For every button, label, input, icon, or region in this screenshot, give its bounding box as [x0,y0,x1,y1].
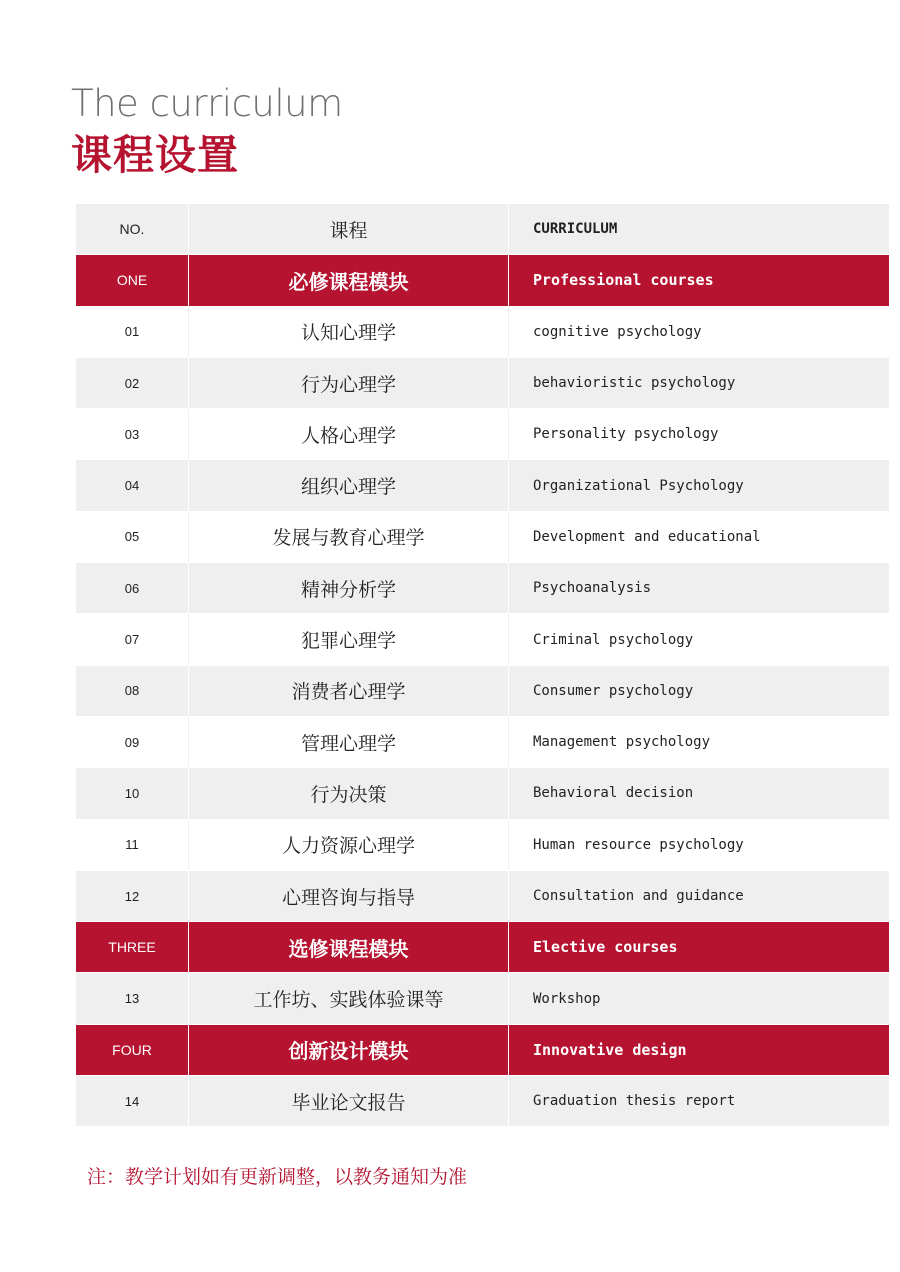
row-course: 人力资源心理学 [189,820,509,870]
table-row [76,1076,889,1127]
row-curriculum: Criminal psychology [533,631,694,648]
section-curriculum: Professional courses [533,271,714,290]
table-row [76,666,889,717]
row-course: 心理咨询与指导 [189,871,509,921]
table-row [76,717,889,768]
table-row [76,409,889,460]
section-course: 选修课程模块 [189,922,509,972]
row-curriculum: Consumer psychology [533,682,694,699]
row-curriculum: Behavioral decision [533,785,694,802]
row-no: 02 [76,358,189,408]
section-no: FOUR [76,1025,189,1075]
row-no: 08 [76,666,189,716]
section-no: THREE [76,922,189,972]
table-row [76,973,889,1024]
row-curriculum: Development and educational [533,528,761,545]
row-course: 毕业论文报告 [189,1076,509,1126]
row-no: 12 [76,871,189,921]
row-curriculum: Management psychology [533,734,711,751]
table-row [76,563,889,614]
row-no: 04 [76,460,189,510]
row-curriculum: behavioristic psychology [533,375,736,392]
table-row [76,460,889,511]
header-curriculum: CURRICULUM [533,221,618,238]
header-no: NO. [76,204,189,254]
table-row [76,768,889,819]
page-title-chinese: 课程设置 [71,131,239,179]
row-no: 13 [76,973,189,1023]
section-course: 创新设计模块 [189,1025,509,1075]
row-no: 01 [76,307,189,357]
section-row-four [76,1025,889,1076]
row-course: 行为心理学 [189,358,509,408]
row-no: 05 [76,512,189,562]
table-row [76,307,889,358]
section-row-one [76,255,889,306]
page-title-english: The curriculum [71,82,343,125]
section-curriculum: Innovative design [533,1040,687,1059]
row-curriculum: Personality psychology [533,426,719,443]
section-row-three [76,922,889,973]
row-no: 03 [76,409,189,459]
row-course: 管理心理学 [189,717,509,767]
row-curriculum: Organizational Psychology [533,477,744,494]
row-curriculum: Human resource psychology [533,836,744,853]
row-course: 发展与教育心理学 [189,512,509,562]
row-course: 工作坊、实践体验课等 [189,973,509,1023]
curriculum-table [76,204,889,1127]
row-no: 06 [76,563,189,613]
row-curriculum: Psychoanalysis [533,580,652,597]
row-no: 09 [76,717,189,767]
table-header-row [76,204,889,255]
row-no: 07 [76,614,189,664]
table-row [76,512,889,563]
section-curriculum: Elective courses [533,938,678,957]
row-course: 组织心理学 [189,460,509,510]
row-no: 14 [76,1076,189,1126]
header-course: 课程 [189,204,509,254]
row-curriculum: Workshop [533,990,601,1007]
row-course: 消费者心理学 [189,666,509,716]
footnote: 注：教学计划如有更新调整，以教务通知为准 [87,1166,468,1188]
table-row [76,820,889,871]
row-curriculum: Graduation thesis report [533,1093,736,1110]
row-course: 认知心理学 [189,307,509,357]
section-course: 必修课程模块 [189,255,509,305]
row-course: 精神分析学 [189,563,509,613]
row-no: 11 [76,820,189,870]
table-row [76,614,889,665]
row-curriculum: Consultation and guidance [533,888,744,904]
section-no: ONE [76,255,189,305]
row-course: 行为决策 [189,768,509,818]
row-no: 10 [76,768,189,818]
table-row [76,358,889,409]
row-course: 犯罪心理学 [189,614,509,664]
table-row [76,871,889,922]
row-course: 人格心理学 [189,409,509,459]
row-curriculum: cognitive psychology [533,323,702,340]
